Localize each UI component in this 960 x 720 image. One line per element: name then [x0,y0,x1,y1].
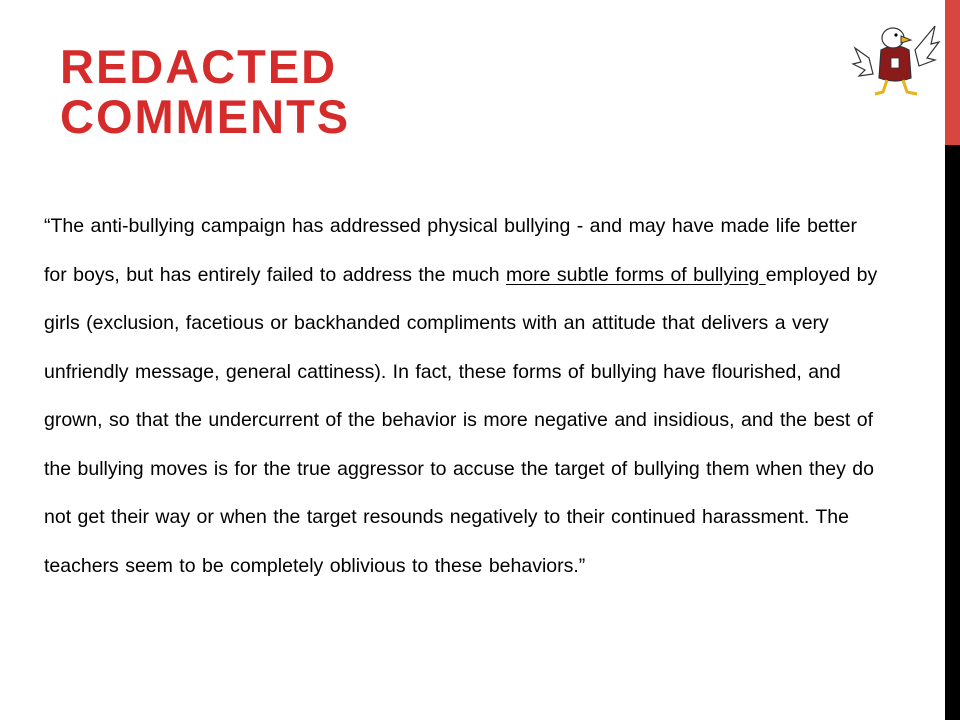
title-line-1: REDACTED [60,40,338,93]
slide-title [60,42,350,142]
quote-text-start: “The anti-bullying campaign has addressed physical bullying - and may have made life better for boys, but has entirely failed to address the much [44,215,857,286]
title-line-2: COMMENTS [60,90,351,143]
right-accent-bar [945,0,960,145]
quote-text [44,202,884,590]
quote-text-end: employed by girls (exclusion, facetious or backhanded compliments with an attitude that delivers a very unfriendly message, general cattiness). In fact, these forms of bullying have flourished, and grown, so that the undercurrent of the behavior is more negative and insidious, and the best of the bullying moves is for the true aggressor to accuse the target of bullying them when they do not get their way or when the target resounds negatively to their continued harassment. The teachers seem to be completely oblivious to these behaviors.” [44,263,878,577]
eagle-mascot-icon [851,20,941,100]
quote-underlined-phrase: more subtle forms of bullying [506,263,766,286]
